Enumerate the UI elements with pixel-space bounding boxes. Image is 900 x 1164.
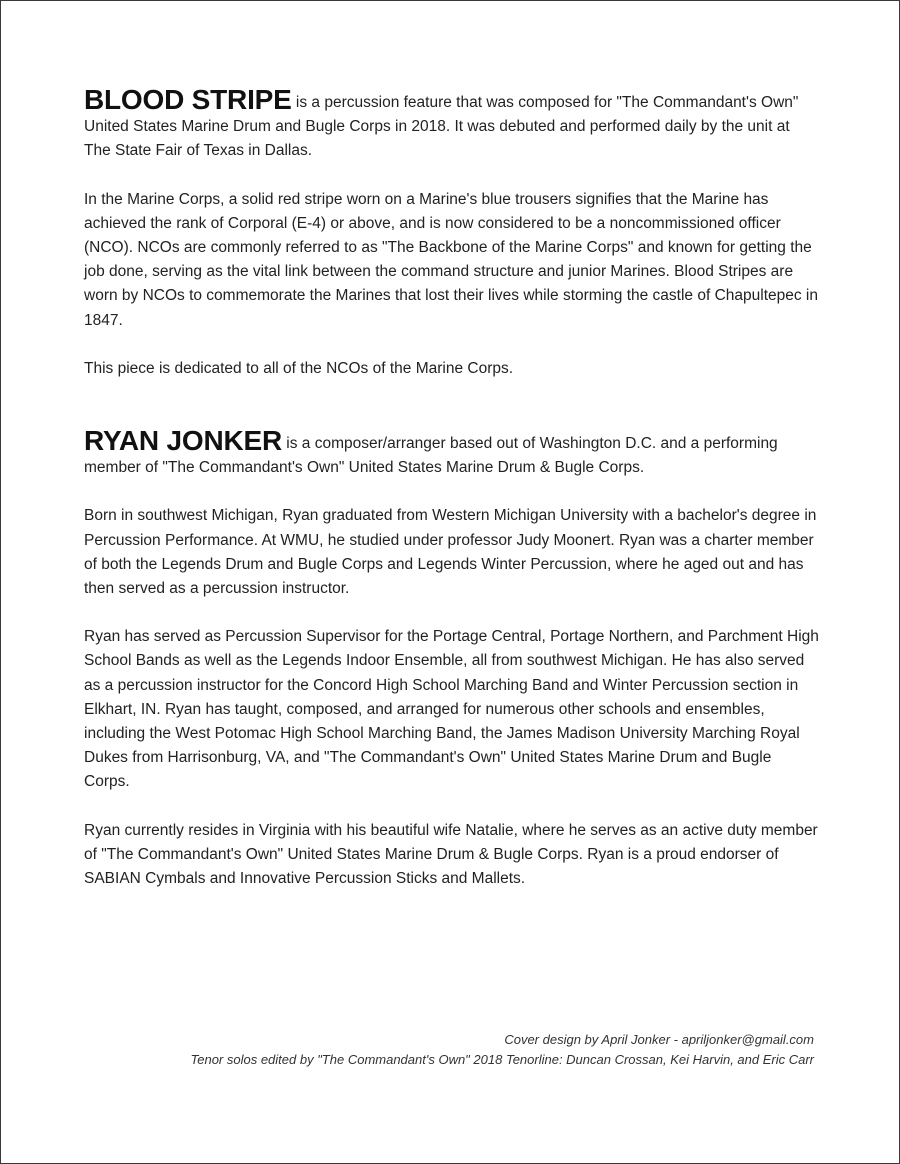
tenor-credit: Tenor solos edited by "The Commandant's Own" 2018 Tenorline: Duncan Crossan, Kei Harvin, and Eric Carr <box>190 1051 814 1067</box>
dedication: This piece is dedicated to all of the NCOs of the Marine Corps. <box>84 359 514 377</box>
ryan-jonker-title: RYAN JONKER <box>84 425 282 457</box>
document-body <box>84 84 820 891</box>
bio-current: Ryan currently resides in Virginia with his beautiful wife Natalie, where he serves as an active duty member of "The Commandant's Own" United States Marine Drum & Bugle Corps. Ryan is a proud endorser of SABIAN Cymbals and Innovative Percussion Sticks and Mallets. <box>84 821 818 888</box>
blood-stripe-intro-text: is a percussion feature that was composed for "The Commandant's Own" United States Marine Drum and Bugle Corps in 2018. It was debuted and performed daily by the unit at The State Fair of Texas in Dallas. <box>84 94 799 160</box>
blood-stripe-meaning: In the Marine Corps, a solid red stripe worn on a Marine's blue trousers signifies that the Marine has achieved the rank of Corporal (E-4) or above, and is now considered to be a noncommissioned officer (NCO). NCOs are commonly referred to as "The Backbone of the Marine Corps" and known for getting the job done, serving as the vital link between the command structure and junior Marines. Blood Stripes are worn by NCOs to commemorate the Marines that lost their lives while storming the castle of Chapultepec in 1847. <box>84 190 818 329</box>
bio-teaching: Ryan has served as Percussion Supervisor for the Portage Central, Portage Northern, and Parchment High School Bands as well as the Legends Indoor Ensemble, all from southwest Michigan. He has also served as a percussion instructor for the Concord High School Marching Band and Winter Percussion section in Elkhart, IN. Ryan has taught, composed, and arranged for numerous other schools and ensembles, including the West Potomac High School Marching Band, the James Madison University Marching Royal Dukes from Harrisonburg, VA, and "The Commandant's Own" United States Marine Drum and Bugle Corps. <box>84 628 819 791</box>
ryan-jonker-intro-text: is a composer/arranger based out of Washington D.C. and a performing member of "The Commandant's Own" United States Marine Drum & Bugle Corps. <box>84 435 778 477</box>
ryan-jonker-intro <box>84 425 820 480</box>
credits <box>190 1030 814 1069</box>
blood-stripe-intro <box>84 84 820 164</box>
bio-education: Born in southwest Michigan, Ryan graduated from Western Michigan University with a bachelor's degree in Percussion Performance. At WMU, he studied under professor Judy Moonert. Ryan was a charter member of both the Legends Drum and Bugle Corps and Legends Winter Percussion, where he aged out and has then served as a percussion instructor. <box>84 507 817 598</box>
blood-stripe-title: BLOOD STRIPE <box>84 84 292 115</box>
cover-credit: Cover design by April Jonker - apriljonker@gmail.com <box>504 1032 814 1047</box>
